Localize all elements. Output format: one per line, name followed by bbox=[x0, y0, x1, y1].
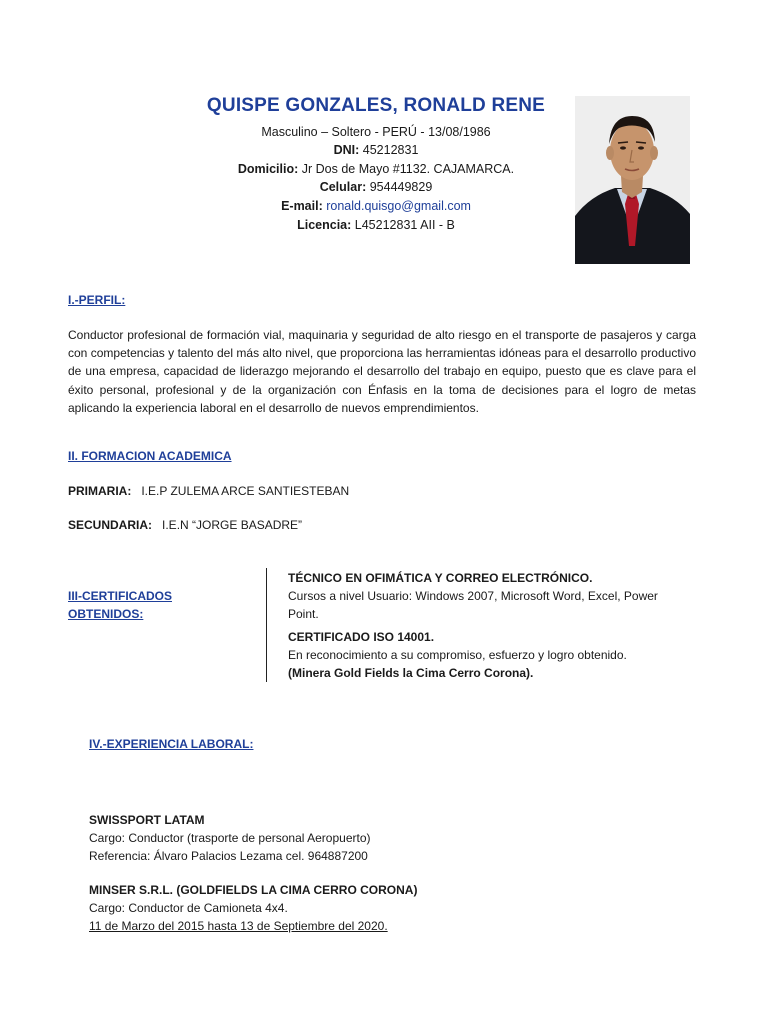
job-company: MINSER S.R.L. (GOLDFIELDS LA CIMA CERRO CORONA) bbox=[89, 883, 418, 897]
perfil-title: I.-PERFIL: bbox=[68, 293, 126, 307]
job-company: SWISSPORT LATAM bbox=[89, 813, 205, 827]
certificados-divider bbox=[266, 568, 267, 682]
celular-value: 954449829 bbox=[369, 180, 433, 194]
secundaria-value: I.E.N “JORGE BASADRE” bbox=[162, 518, 303, 532]
certificate-line: Cursos a nivel Usuario: Windows 2007, Microsoft Word, Excel, Power bbox=[288, 589, 658, 603]
domicilio-label: Domicilio: bbox=[237, 162, 299, 176]
certificate-line: (Minera Gold Fields la Cima Cerro Corona). bbox=[288, 666, 534, 680]
certificate-line: En reconocimiento a su compromiso, esfuerzo y logro obtenido. bbox=[288, 648, 627, 662]
certificados-title-line2: OBTENIDOS: bbox=[68, 607, 144, 621]
job-fechas: 11 de Marzo del 2015 hasta 13 de Septiembre del 2020. bbox=[89, 919, 388, 933]
certificate-heading: TÉCNICO EN OFIMÁTICA Y CORREO ELECTRÓNICO. bbox=[288, 571, 593, 585]
secundaria-line bbox=[68, 518, 302, 532]
job-cargo: Cargo: Conductor de Camioneta 4x4. bbox=[89, 901, 288, 915]
licencia-value: L45212831 AII - B bbox=[354, 218, 455, 232]
primaria-value: I.E.P ZULEMA ARCE SANTIESTEBAN bbox=[141, 484, 350, 498]
formacion-title: II. FORMACION ACADEMICA bbox=[68, 449, 232, 463]
licencia-label: Licencia: bbox=[297, 218, 352, 232]
certificate-heading: CERTIFICADO ISO 14001. bbox=[288, 630, 435, 644]
primaria-line bbox=[68, 484, 349, 498]
job-referencia: Referencia: Álvaro Palacios Lezama cel. 964887200 bbox=[89, 849, 368, 863]
experiencia-title: IV.-EXPERIENCIA LABORAL: bbox=[89, 737, 254, 751]
job-cargo: Cargo: Conductor (trasporte de personal Aeropuerto) bbox=[89, 831, 371, 845]
job-entry bbox=[89, 811, 689, 865]
secundaria-label: SECUNDARIA: bbox=[68, 518, 152, 532]
email-link[interactable]: ronald.quisgo@gmail.com bbox=[326, 199, 471, 213]
certificate-line: Point. bbox=[288, 607, 319, 621]
personal-line: Masculino – Soltero - PERÚ - 13/08/1986 bbox=[261, 125, 491, 139]
certificados-title bbox=[68, 587, 172, 623]
domicilio-value: Jr Dos de Mayo #1132. CAJAMARCA. bbox=[301, 162, 515, 176]
perfil-text: Conductor profesional de formación vial, maquinaria y seguridad de alto riesgo en el transporte de pasajeros y carga con competencias y talento del más alto nivel, que proporciona las herramientas idóneas para el desarrollo productivo de una empresa, capacidad de liderazgo mejorando el desarrollo del trabajo en equipo, puesto que es clave para el éxito personal, profesional y de la organización con Énfasis en la toma de decisiones para el logro de metas aplicando la experiencia laboral en el desarrollo de nuevos emprendimientos. bbox=[68, 328, 696, 415]
certificate-item bbox=[288, 569, 708, 623]
celular-label: Celular: bbox=[319, 180, 367, 194]
certificados-title-line1: III-CERTIFICADOS bbox=[68, 589, 172, 603]
profile-photo bbox=[575, 96, 690, 264]
dni-label: DNI: bbox=[333, 143, 360, 157]
certificate-item bbox=[288, 628, 708, 682]
candidate-name: QUISPE GONZALES, RONALD RENE bbox=[206, 95, 546, 116]
primaria-label: PRIMARIA: bbox=[68, 484, 132, 498]
dni-value: 45212831 bbox=[362, 143, 419, 157]
email-label: E-mail: bbox=[281, 199, 323, 213]
job-entry bbox=[89, 881, 689, 935]
